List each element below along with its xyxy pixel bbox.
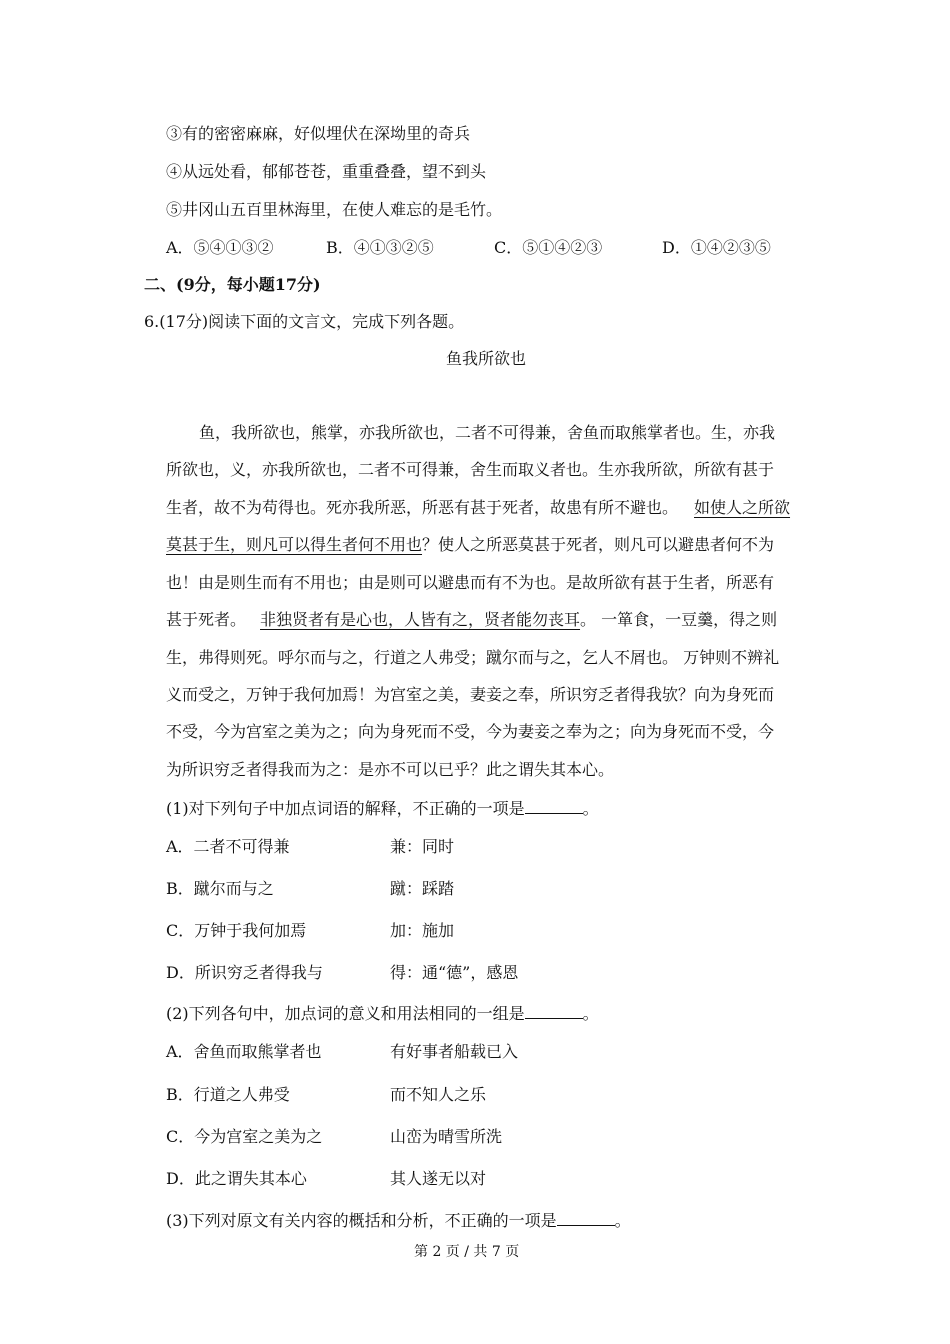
option-row — [166, 923, 306, 939]
answer-blank[interactable] — [525, 1004, 583, 1019]
option-row — [166, 839, 290, 855]
sub-question-1-stem: (1)对下列句子中加点词语的解释，不正确的一项是 — [166, 799, 525, 818]
sub-question-2-end: 。 — [582, 1004, 599, 1023]
option-row — [166, 881, 274, 897]
option-note: 山峦为晴雪所洗 — [390, 1127, 503, 1146]
passage-line: 生，弗得则死。呼尔而与之，行道之人弗受；蹴尔而与之，乞人不屑也。 万钟则不辨礼 — [166, 648, 780, 667]
passage-text: 甚于死者。 — [166, 610, 247, 629]
sub-question-3-stem: (3)下列对原文有关内容的概括和分析，不正确的一项是 — [166, 1211, 557, 1230]
passage-line — [166, 612, 777, 628]
option-label: C．万钟于我何加焉 — [166, 921, 307, 940]
sub-question-1-end: 。 — [582, 799, 599, 818]
option-note: 蹴：踩踏 — [390, 879, 455, 898]
option-note: 而不知人之乐 — [390, 1085, 487, 1104]
passage-title: 鱼我所欲也 — [446, 349, 527, 368]
option-label: D．此之谓失其本心 — [166, 1169, 307, 1188]
underlined-sentence: 如使人之所欲 — [694, 498, 791, 517]
option-note: 加：施加 — [390, 921, 455, 940]
passage-line — [166, 537, 774, 553]
answer-blank[interactable] — [557, 1211, 615, 1226]
passage-text: 。 一箪食，一豆羹，得之则 — [580, 610, 778, 629]
passage-line: 鱼，我所欲也，熊掌，亦我所欲也，二者不可得兼，舍鱼而取熊掌者也。生，亦我 — [199, 423, 776, 442]
option-row — [166, 1129, 322, 1145]
prev-option-d: D．①④②③⑤ — [662, 238, 771, 257]
section-title: 二、(9分，每小题17分) — [144, 275, 321, 294]
prev-option-a: A．⑤④①③② — [166, 238, 274, 257]
option-row — [166, 1087, 290, 1103]
passage-text: ？使人之所恶莫甚于死者，则凡可以避患者何不为 — [422, 535, 775, 554]
prev-option-c: C．⑤①④②③ — [494, 238, 603, 257]
option-note: 有好事者船载已入 — [390, 1042, 519, 1061]
sub-question-3-end: 。 — [614, 1211, 631, 1230]
passage-line: 也！由是则生而有不用也；由是则可以避患而有不为也。是故所欲有甚于生者，所恶有 — [166, 573, 775, 592]
sub-question-3 — [166, 1211, 631, 1229]
prev-item-4: ④从远处看，郁郁苍苍，重重叠叠，望不到头 — [166, 162, 487, 181]
underlined-sentence: 莫甚于生，则凡可以得生者何不用也 — [166, 535, 423, 554]
sub-question-2 — [166, 1004, 599, 1022]
underlined-sentence: 非独贤者有是心也，人皆有之，贤者能勿丧耳 — [260, 610, 581, 629]
option-label: A．舍鱼而取熊掌者也 — [166, 1042, 322, 1061]
option-row — [166, 1171, 307, 1187]
passage-line: 不受，今为宫室之美为之；向为身死而不受，今为妻妾之奉为之；向为身死而不受，今 — [166, 722, 775, 741]
question-6-stem: 6.(17分)阅读下面的文言文，完成下列各题。 — [144, 312, 465, 331]
option-row — [166, 1044, 322, 1060]
sub-question-1 — [166, 799, 599, 817]
passage-line — [166, 500, 790, 516]
option-label: B．行道之人弗受 — [166, 1085, 290, 1104]
sub-question-2-stem: (2)下列各句中，加点词的意义和用法相同的一组是 — [166, 1004, 525, 1023]
option-label: A．二者不可得兼 — [166, 837, 290, 856]
option-note: 其人遂无以对 — [390, 1169, 487, 1188]
page-footer: 第 2 页 / 共 7 页 — [414, 1244, 520, 1260]
option-note: 兼：同时 — [390, 837, 455, 856]
prev-options — [166, 240, 771, 256]
option-note: 得：通“德”，感恩 — [390, 963, 519, 982]
prev-item-3: ③有的密密麻麻，好似埋伏在深坳里的奇兵 — [166, 124, 471, 143]
passage-line: 为所识穷乏者得我而为之：是亦不可以已乎？此之谓失其本心。 — [166, 760, 615, 779]
prev-option-b: B．④①③②⑤ — [326, 238, 434, 257]
option-label: D．所识穷乏者得我与 — [166, 963, 323, 982]
answer-blank[interactable] — [525, 799, 583, 814]
passage-line: 所欲也，义，亦我所欲也，二者不可得兼，舍生而取义者也。生亦我所欲，所欲有甚于 — [166, 460, 775, 479]
option-row — [166, 965, 323, 981]
prev-item-5: ⑤井冈山五百里林海里，在使人难忘的是毛竹。 — [166, 200, 503, 219]
passage-text: 生者，故不为苟得也。死亦我所恶，所恶有甚于死者，故患有所不避也。 — [166, 498, 679, 517]
option-label: B．蹴尔而与之 — [166, 879, 274, 898]
passage-line: 义而受之，万钟于我何加焉！为宫室之美，妻妾之奉，所识穷乏者得我欤？向为身死而 — [166, 685, 775, 704]
option-label: C．今为宫室之美为之 — [166, 1127, 323, 1146]
